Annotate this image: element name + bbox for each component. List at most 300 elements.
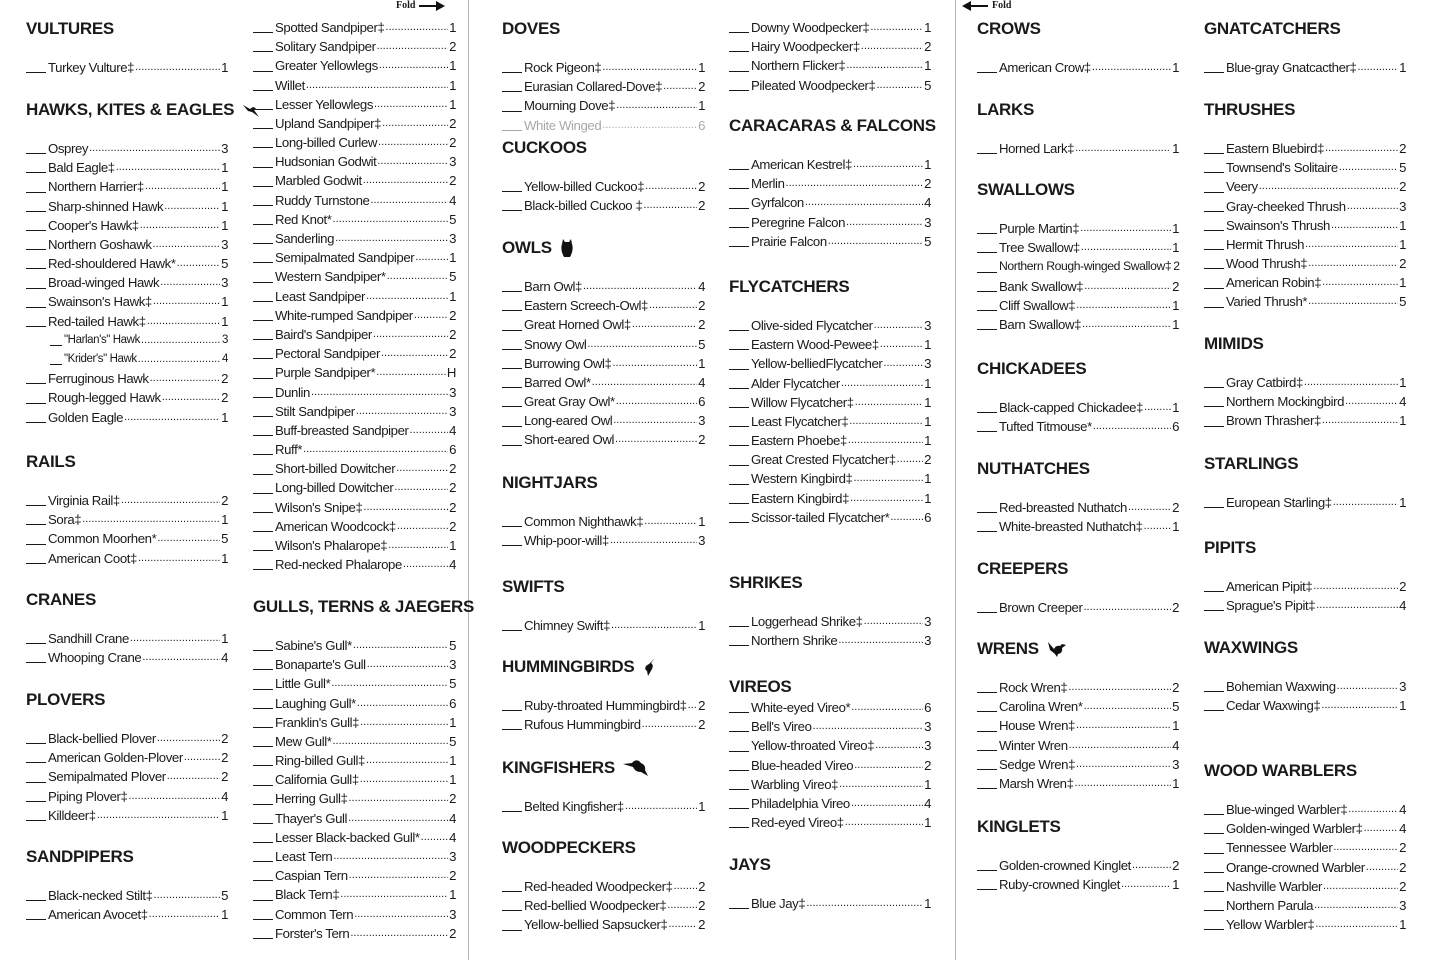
checkbox-line[interactable] bbox=[977, 500, 997, 513]
checkbox-line[interactable] bbox=[253, 39, 273, 52]
dot-leader bbox=[643, 194, 697, 215]
species-name: Willow Flycatcher‡ bbox=[751, 394, 854, 410]
species-name: Mew Gull* bbox=[275, 733, 332, 749]
checkbox-line[interactable] bbox=[26, 888, 46, 901]
rarity-code: 1 bbox=[924, 19, 931, 35]
checkbox-line[interactable] bbox=[1204, 679, 1224, 692]
species-name: Semipalmated Plover bbox=[48, 769, 166, 785]
checkbox-line[interactable] bbox=[253, 423, 273, 436]
checkbox-line[interactable] bbox=[729, 59, 749, 72]
checkbox-line[interactable] bbox=[729, 20, 749, 33]
checkbox-line[interactable] bbox=[1204, 60, 1224, 73]
checkbox-line[interactable] bbox=[729, 395, 749, 408]
checkbox-line[interactable] bbox=[977, 776, 997, 789]
checkbox-line[interactable] bbox=[1204, 860, 1224, 873]
checkbox-line[interactable] bbox=[253, 97, 273, 110]
checkbox-line[interactable] bbox=[253, 20, 273, 33]
dot-leader bbox=[153, 233, 221, 254]
checkbox-line[interactable] bbox=[502, 799, 522, 812]
checkbox-line[interactable] bbox=[26, 770, 46, 783]
checkbox-line[interactable] bbox=[502, 298, 522, 311]
checkbox-line[interactable] bbox=[729, 157, 749, 170]
species-list bbox=[26, 58, 228, 77]
dot-leader bbox=[376, 361, 446, 382]
checkbox-line[interactable] bbox=[502, 414, 522, 427]
rarity-code: 2 bbox=[698, 697, 705, 713]
checkbox-line[interactable] bbox=[253, 811, 273, 824]
species-name: Red-necked Phalarope bbox=[275, 557, 402, 573]
checkbox-line[interactable] bbox=[253, 677, 273, 690]
checkbox-line[interactable] bbox=[26, 256, 46, 269]
dot-leader bbox=[333, 845, 448, 866]
dot-leader bbox=[97, 804, 220, 825]
checkbox-line[interactable] bbox=[50, 333, 62, 346]
dot-leader bbox=[385, 16, 448, 37]
checkbox-line[interactable] bbox=[26, 199, 46, 212]
rarity-code: 1 bbox=[1399, 275, 1406, 291]
species-name: Red-headed Woodpecker‡ bbox=[524, 878, 673, 894]
checkbox-line[interactable] bbox=[977, 600, 997, 613]
checkbox-line[interactable] bbox=[253, 849, 273, 862]
checkbox-line[interactable] bbox=[253, 638, 273, 651]
dot-leader bbox=[611, 614, 697, 635]
species-list bbox=[729, 155, 931, 251]
checkbox-line[interactable] bbox=[1204, 295, 1224, 308]
checkbox-line[interactable] bbox=[253, 481, 273, 494]
checkbox-line[interactable] bbox=[502, 717, 522, 730]
checkbox-line[interactable] bbox=[729, 337, 749, 350]
checkbox-line[interactable] bbox=[26, 907, 46, 920]
checkbox-line[interactable] bbox=[253, 366, 273, 379]
dot-leader bbox=[848, 429, 923, 450]
dot-leader bbox=[135, 56, 220, 77]
checkbox-line[interactable] bbox=[729, 376, 749, 389]
checkbox-line[interactable] bbox=[253, 538, 273, 551]
checkbox-line[interactable] bbox=[253, 734, 273, 747]
section-heading bbox=[1204, 760, 1406, 782]
list-item bbox=[502, 616, 705, 635]
species-name: Eastern Screech-Owl‡ bbox=[524, 298, 648, 314]
checkbox-line[interactable] bbox=[502, 879, 522, 892]
dot-leader bbox=[141, 331, 221, 350]
species-name: Rock Pigeon‡ bbox=[524, 59, 602, 75]
checkbox-line[interactable] bbox=[26, 237, 46, 250]
dot-leader bbox=[870, 16, 923, 37]
checkbox-line[interactable] bbox=[253, 888, 273, 901]
rarity-code: 2 bbox=[449, 326, 456, 342]
dot-leader bbox=[421, 826, 448, 847]
checkbox-line[interactable] bbox=[26, 295, 46, 308]
checkbox-line[interactable] bbox=[26, 160, 46, 173]
rarity-code: 2 bbox=[924, 39, 931, 55]
checkbox-line[interactable] bbox=[729, 796, 749, 809]
species-name: Eastern Phoebe‡ bbox=[751, 433, 847, 449]
checkbox-line[interactable] bbox=[977, 240, 997, 253]
checkbox-line[interactable] bbox=[977, 419, 997, 432]
checkbox-line[interactable] bbox=[729, 739, 749, 752]
checkbox-line[interactable] bbox=[977, 699, 997, 712]
checkbox-line[interactable] bbox=[253, 830, 273, 843]
checkbox-line[interactable] bbox=[26, 141, 46, 154]
kingfisher-icon bbox=[623, 759, 649, 777]
checkbox-line[interactable] bbox=[977, 279, 997, 292]
rarity-code: 2 bbox=[449, 39, 456, 55]
species-name: Tree Swallow‡ bbox=[999, 240, 1080, 256]
species-name: Loggerhead Shrike‡ bbox=[751, 613, 863, 629]
species-name: "Harlan's" Hawk bbox=[64, 333, 140, 346]
species-name: American Crow‡ bbox=[999, 59, 1091, 75]
dot-leader bbox=[349, 864, 448, 885]
checkbox-line[interactable] bbox=[26, 60, 46, 73]
rarity-code: 5 bbox=[1399, 160, 1406, 176]
checkbox-line[interactable] bbox=[253, 135, 273, 148]
checkbox-line[interactable] bbox=[977, 400, 997, 413]
checkbox-line[interactable] bbox=[977, 60, 997, 73]
species-name: Franklin's Gull‡ bbox=[275, 714, 360, 730]
checkbox-line[interactable] bbox=[253, 500, 273, 513]
rarity-code: H bbox=[446, 365, 456, 381]
checkbox-line[interactable] bbox=[1204, 141, 1224, 154]
rarity-code: 2 bbox=[698, 432, 705, 448]
checkbox-line[interactable] bbox=[253, 270, 273, 283]
list-item bbox=[1204, 58, 1406, 77]
checkbox-line[interactable] bbox=[253, 868, 273, 881]
rarity-code: 1 bbox=[221, 217, 228, 233]
checkbox-line[interactable] bbox=[729, 453, 749, 466]
checkbox-line[interactable] bbox=[26, 650, 46, 663]
rarity-code: 5 bbox=[449, 269, 456, 285]
checkbox-line[interactable] bbox=[729, 433, 749, 446]
checkbox-line[interactable] bbox=[502, 533, 522, 546]
section-vultures bbox=[26, 18, 228, 77]
checkbox-line[interactable] bbox=[729, 176, 749, 189]
checkbox-line[interactable] bbox=[26, 731, 46, 744]
checkbox-line[interactable] bbox=[502, 198, 522, 211]
checkbox-line[interactable] bbox=[253, 557, 273, 570]
species-name: Buff-breasted Sandpiper bbox=[275, 422, 409, 438]
checkbox-line[interactable] bbox=[26, 276, 46, 289]
checkbox-line[interactable] bbox=[253, 193, 273, 206]
section-title: FLYCATCHERS bbox=[729, 277, 850, 296]
checkbox-line[interactable] bbox=[729, 633, 749, 646]
checkbox-line[interactable] bbox=[977, 680, 997, 693]
species-name: Willet bbox=[275, 77, 305, 93]
rarity-code: 2 bbox=[221, 371, 228, 387]
species-name: Virginia Rail‡ bbox=[48, 492, 120, 508]
checkbox-line[interactable] bbox=[253, 174, 273, 187]
species-name: Northern Goshawk bbox=[48, 236, 152, 252]
rarity-code: 1 bbox=[1172, 775, 1179, 791]
checkbox-line[interactable] bbox=[1204, 698, 1224, 711]
list-item bbox=[729, 232, 931, 251]
dot-leader bbox=[396, 457, 448, 478]
checkbox-line[interactable] bbox=[253, 926, 273, 939]
rarity-code: 3 bbox=[449, 849, 456, 865]
section-sandpipers2 bbox=[253, 18, 456, 574]
dot-leader bbox=[403, 553, 448, 574]
checkbox-line[interactable] bbox=[253, 212, 273, 225]
dot-leader bbox=[153, 290, 220, 311]
checkbox-line[interactable] bbox=[1204, 879, 1224, 892]
rarity-code: 1 bbox=[221, 179, 228, 195]
species-name: Short-billed Dowitcher bbox=[275, 461, 396, 477]
section-title: NIGHTJARS bbox=[502, 473, 598, 492]
list-item bbox=[1204, 596, 1406, 615]
checkbox-line[interactable] bbox=[502, 514, 522, 527]
dot-leader bbox=[184, 746, 220, 767]
checkbox-line[interactable] bbox=[1204, 160, 1224, 173]
checkbox-line[interactable] bbox=[1204, 256, 1224, 269]
rarity-code: 1 bbox=[1172, 877, 1179, 893]
checkbox-line[interactable] bbox=[253, 59, 273, 72]
checkbox-line[interactable] bbox=[1204, 598, 1224, 611]
species-list bbox=[729, 698, 931, 832]
checkbox-line[interactable] bbox=[502, 375, 522, 388]
checkbox-line[interactable] bbox=[1204, 276, 1224, 289]
checkbox-line[interactable] bbox=[977, 298, 997, 311]
checkbox-line[interactable] bbox=[1204, 821, 1224, 834]
checkbox-line[interactable] bbox=[26, 750, 46, 763]
checkbox-line[interactable] bbox=[253, 519, 273, 532]
checkbox-line[interactable] bbox=[1204, 898, 1224, 911]
list-item bbox=[729, 894, 931, 913]
section-gnatcatchers bbox=[1204, 18, 1406, 77]
checkbox-line[interactable] bbox=[729, 491, 749, 504]
rarity-code: 6 bbox=[698, 117, 705, 133]
species-list bbox=[977, 598, 1179, 617]
checkbox-line[interactable] bbox=[729, 510, 749, 523]
species-name: Yellow-bellied Sapsucker‡ bbox=[524, 917, 668, 933]
checkbox-line[interactable] bbox=[26, 551, 46, 564]
section-mimids bbox=[1204, 333, 1406, 431]
checkbox-line[interactable] bbox=[729, 815, 749, 828]
checkbox-line[interactable] bbox=[977, 141, 997, 154]
checkbox-line[interactable] bbox=[502, 618, 522, 631]
checkbox-line[interactable] bbox=[729, 719, 749, 732]
checkbox-line[interactable] bbox=[729, 234, 749, 247]
checkbox-line[interactable] bbox=[26, 512, 46, 525]
rarity-code: 5 bbox=[449, 211, 456, 227]
list-item bbox=[977, 517, 1179, 536]
checkbox-line[interactable] bbox=[502, 118, 522, 131]
checkbox-line[interactable] bbox=[729, 196, 749, 209]
rarity-code: 4 bbox=[221, 788, 228, 804]
checkbox-line[interactable] bbox=[26, 808, 46, 821]
dot-leader bbox=[853, 467, 923, 488]
rarity-code: 3 bbox=[924, 317, 931, 333]
checkbox-line[interactable] bbox=[26, 314, 46, 327]
rarity-code: 1 bbox=[449, 58, 456, 74]
rarity-code: 5 bbox=[449, 637, 456, 653]
checkbox-line[interactable] bbox=[253, 385, 273, 398]
rarity-code: 5 bbox=[924, 233, 931, 249]
species-name: Western Sandpiper* bbox=[275, 269, 386, 285]
dot-leader bbox=[82, 508, 220, 529]
checkbox-line[interactable] bbox=[977, 738, 997, 751]
checkbox-line[interactable] bbox=[502, 79, 522, 92]
rarity-code: 1 bbox=[221, 807, 228, 823]
species-name: Whip-poor-will‡ bbox=[524, 533, 609, 549]
checkbox-line[interactable] bbox=[26, 410, 46, 423]
dot-leader bbox=[377, 150, 448, 171]
section-flycatchers bbox=[729, 276, 931, 527]
fold-label: Fold bbox=[992, 0, 1012, 11]
checkbox-line[interactable] bbox=[502, 279, 522, 292]
species-name: Yellow-belliedFlycatcher bbox=[751, 356, 883, 372]
checkbox-line[interactable] bbox=[253, 753, 273, 766]
checkbox-line[interactable] bbox=[253, 289, 273, 302]
checkbox-line[interactable] bbox=[26, 789, 46, 802]
rarity-code: 5 bbox=[1399, 294, 1406, 310]
dot-leader bbox=[1084, 596, 1172, 617]
checkbox-line[interactable] bbox=[977, 719, 997, 732]
checkbox-line[interactable] bbox=[253, 442, 273, 455]
section-heading bbox=[977, 358, 1179, 380]
checkbox-line[interactable] bbox=[729, 700, 749, 713]
section-sandpipers bbox=[26, 846, 228, 924]
checkbox-line[interactable] bbox=[1204, 375, 1224, 388]
dot-leader bbox=[1337, 675, 1398, 696]
checkbox-line[interactable] bbox=[1204, 917, 1224, 930]
checkbox-line[interactable] bbox=[502, 918, 522, 931]
checkbox-line[interactable] bbox=[502, 433, 522, 446]
rarity-code: 1 bbox=[1399, 413, 1406, 429]
checkbox-line[interactable] bbox=[253, 907, 273, 920]
checkbox-line[interactable] bbox=[502, 60, 522, 73]
rarity-code: 2 bbox=[1399, 179, 1406, 195]
checkbox-line[interactable] bbox=[1204, 495, 1224, 508]
checkbox-line[interactable] bbox=[1204, 180, 1224, 193]
checkbox-line[interactable] bbox=[502, 337, 522, 350]
species-name: Ruddy Turnstone bbox=[275, 192, 370, 208]
checkbox-line[interactable] bbox=[253, 308, 273, 321]
checkbox-line[interactable] bbox=[26, 180, 46, 193]
dot-leader bbox=[1316, 594, 1398, 615]
checkbox-line[interactable] bbox=[502, 179, 522, 192]
checkbox-line[interactable] bbox=[26, 371, 46, 384]
checkbox-line[interactable] bbox=[1204, 579, 1224, 592]
checkbox-line[interactable] bbox=[26, 532, 46, 545]
rarity-code: 2 bbox=[449, 115, 456, 131]
list-item bbox=[729, 631, 931, 650]
dot-leader bbox=[348, 807, 448, 828]
checkbox-line[interactable] bbox=[26, 391, 46, 404]
checkbox-line[interactable] bbox=[1204, 237, 1224, 250]
checkbox-line[interactable] bbox=[502, 356, 522, 369]
checkbox-line[interactable] bbox=[253, 773, 273, 786]
checkbox-line[interactable] bbox=[729, 472, 749, 485]
checkbox-line[interactable] bbox=[253, 462, 273, 475]
rarity-code: 2 bbox=[221, 492, 228, 508]
checkbox-line[interactable] bbox=[729, 414, 749, 427]
checkbox-line[interactable] bbox=[1204, 414, 1224, 427]
checkbox-line[interactable] bbox=[729, 777, 749, 790]
checkbox-line[interactable] bbox=[502, 99, 522, 112]
checkbox-line[interactable] bbox=[729, 614, 749, 627]
checkbox-line[interactable] bbox=[253, 346, 273, 359]
checkbox-line[interactable] bbox=[26, 218, 46, 231]
checkbox-line[interactable] bbox=[729, 758, 749, 771]
species-name: Golden-crowned Kinglet bbox=[999, 857, 1131, 873]
dot-leader bbox=[1313, 575, 1398, 596]
dot-leader bbox=[1308, 290, 1398, 311]
checkbox-line[interactable] bbox=[1204, 218, 1224, 231]
list-item bbox=[1204, 411, 1406, 430]
checkbox-line[interactable] bbox=[502, 394, 522, 407]
checkbox-line[interactable] bbox=[253, 116, 273, 129]
checkbox-line[interactable] bbox=[26, 493, 46, 506]
checkbox-line[interactable] bbox=[729, 318, 749, 331]
dot-leader bbox=[363, 496, 448, 517]
section-heading bbox=[729, 276, 931, 298]
checkbox-line[interactable] bbox=[502, 318, 522, 331]
checkbox-line[interactable] bbox=[729, 357, 749, 370]
species-name: Thayer's Gull bbox=[275, 810, 348, 826]
species-list bbox=[729, 18, 931, 95]
checkbox-line[interactable] bbox=[253, 327, 273, 340]
checkbox-line[interactable] bbox=[253, 250, 273, 263]
checkbox-line[interactable] bbox=[1204, 394, 1224, 407]
rarity-code: 4 bbox=[449, 192, 456, 208]
checkbox-line[interactable] bbox=[253, 231, 273, 244]
checkbox-line[interactable] bbox=[26, 631, 46, 644]
species-name: European Starling‡ bbox=[1226, 494, 1332, 510]
checkbox-line[interactable] bbox=[977, 757, 997, 770]
checkbox-line[interactable] bbox=[977, 858, 997, 871]
rarity-code: 3 bbox=[221, 275, 228, 291]
species-name: Gray-cheeked Thrush bbox=[1226, 198, 1346, 214]
species-name: Lesser Yellowlegs bbox=[275, 96, 374, 112]
checkbox-line[interactable] bbox=[1204, 802, 1224, 815]
checkbox-line[interactable] bbox=[977, 519, 997, 532]
dot-leader bbox=[160, 271, 220, 292]
checkbox-line[interactable] bbox=[50, 352, 62, 365]
checkbox-line[interactable] bbox=[253, 715, 273, 728]
checkbox-line[interactable] bbox=[253, 696, 273, 709]
dot-leader bbox=[116, 156, 220, 177]
rarity-code: 5 bbox=[1172, 699, 1179, 715]
checkbox-line[interactable] bbox=[977, 260, 997, 273]
checkbox-line[interactable] bbox=[253, 404, 273, 417]
wren-icon bbox=[1047, 640, 1067, 658]
species-name: American Golden-Plover bbox=[48, 750, 183, 766]
rarity-code: 1 bbox=[1172, 59, 1179, 75]
species-name: Ruff* bbox=[275, 442, 303, 458]
rarity-code: 1 bbox=[924, 394, 931, 410]
species-name: Great Crested Flycatcher‡ bbox=[751, 452, 896, 468]
checkbox-line[interactable] bbox=[253, 78, 273, 91]
checkbox-line[interactable] bbox=[977, 877, 997, 890]
checkbox-line[interactable] bbox=[502, 698, 522, 711]
checkbox-line[interactable] bbox=[729, 215, 749, 228]
checkbox-line[interactable] bbox=[1204, 199, 1224, 212]
checkbox-line[interactable] bbox=[253, 155, 273, 168]
dot-leader bbox=[1348, 798, 1398, 819]
checkbox-line[interactable] bbox=[253, 657, 273, 670]
checkbox-line[interactable] bbox=[729, 896, 749, 909]
checkbox-line[interactable] bbox=[729, 78, 749, 91]
dot-leader bbox=[397, 515, 448, 536]
checkbox-line[interactable] bbox=[502, 898, 522, 911]
checkbox-line[interactable] bbox=[253, 792, 273, 805]
checkbox-line[interactable] bbox=[977, 317, 997, 330]
checkbox-line[interactable] bbox=[977, 221, 997, 234]
rarity-code: 2 bbox=[449, 173, 456, 189]
fold-line-right bbox=[955, 0, 956, 960]
dot-leader bbox=[164, 195, 220, 216]
checkbox-line[interactable] bbox=[729, 39, 749, 52]
checkbox-line[interactable] bbox=[1204, 841, 1224, 854]
